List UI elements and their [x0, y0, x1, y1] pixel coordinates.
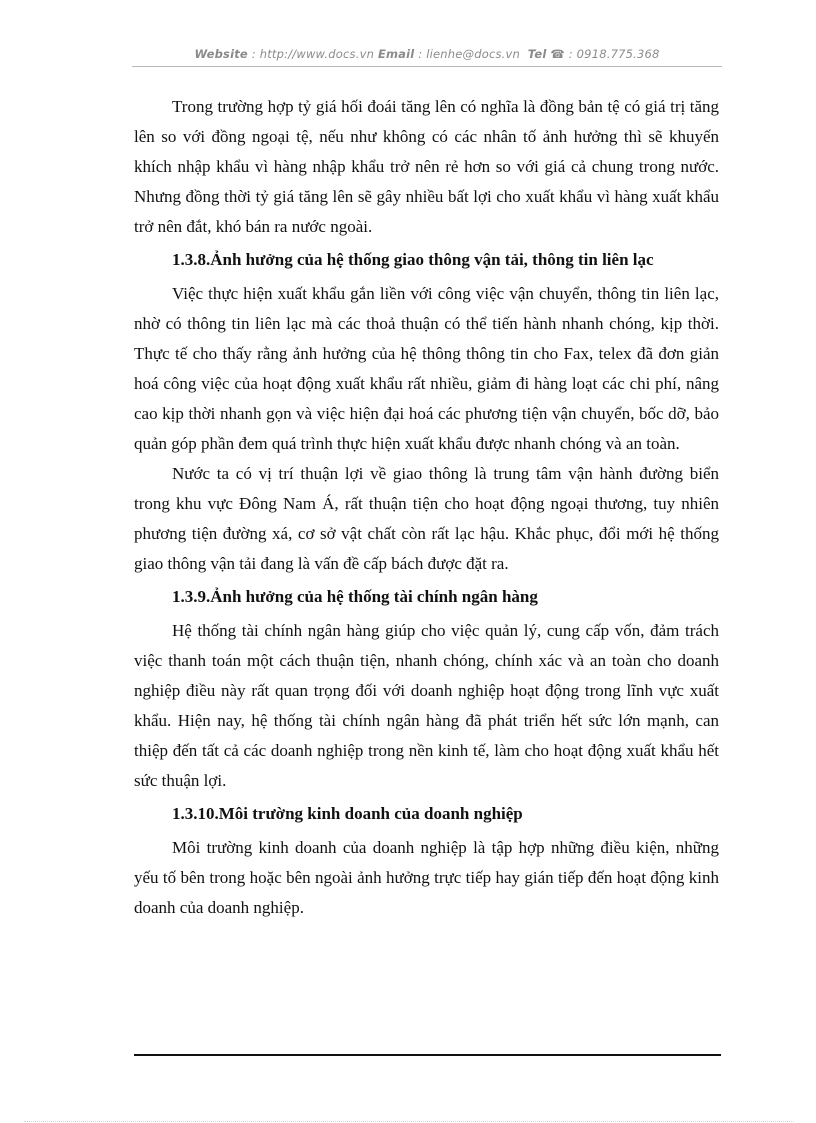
document-body — [134, 92, 719, 923]
footer-divider — [134, 1054, 721, 1056]
website-separator: : — [247, 47, 260, 61]
section-heading-1-3-8: 1.3.8.Ảnh hưởng của hệ thống giao thông vận tải, thông tin liên lạc — [172, 250, 654, 269]
section-heading-1-3-9: 1.3.9.Ảnh hưởng của hệ thống tài chính ngân hàng — [172, 587, 538, 606]
page-header — [132, 47, 722, 61]
email-address[interactable]: lienhe@docs.vn — [426, 47, 521, 61]
section-heading-1-3-10: 1.3.10.Môi trường kinh doanh của doanh nghiệp — [172, 804, 523, 823]
paragraph-exchange-rate: Trong trường hợp tỷ giá hối đoái tăng lên có nghĩa là đồng bản tệ có giá trị tăng lên so với đồng ngoại tệ, nếu như không có các nhân tố ảnh hưởng thì sẽ khuyến khích nhập khẩu vì hàng nhập khẩu trở nên rẻ hơn so với giá cả chung trong nước. Nhưng đồng thời tỷ giá tăng lên sẽ gây nhiều bất lợi cho xuất khẩu vì hàng xuất khẩu trở nên đắt, khó bán ra nước ngoài. — [134, 97, 719, 236]
paragraph-national-transport: Nước ta có vị trí thuận lợi về giao thông là trung tâm vận hành đường biển trong khu vực Đông Nam Á, rất thuận tiện cho hoạt động ngoại thương, tuy nhiên phương tiện đường xá, cơ sở vật chất còn rất lạc hậu. Khắc phục, đổi mới hệ thống giao thông vận tải đang là vấn đề cấp bách được đặt ra. — [134, 464, 719, 573]
page-bottom-edge — [24, 1121, 794, 1122]
phone-icon: ☎ — [550, 47, 565, 61]
header-divider — [132, 66, 722, 67]
tel-number: : 0918.775.368 — [564, 47, 660, 61]
website-label: Website — [194, 47, 248, 61]
paragraph-banking-system: Hệ thống tài chính ngân hàng giúp cho việc quản lý, cung cấp vốn, đảm trách việc thanh toán một cách thuận tiện, nhanh chóng, chính xác và an toàn cho doanh nghiệp điều này rất quan trọng đối với doanh nghiệp hoạt động trong lĩnh vực xuất khẩu. Hiện nay, hệ thống tài chính ngân hàng đã phát triển hết sức lớn mạnh, can thiệp đến tất cả các doanh nghiệp trong nền kinh tế, làm cho hoạt động xuất khẩu hết sức thuận lợi. — [134, 621, 719, 790]
tel-label: Tel — [527, 47, 547, 61]
paragraph-business-environment: Môi trường kinh doanh của doanh nghiệp là tập hợp những điều kiện, những yếu tố bên trong hoặc bên ngoài ảnh hưởng trực tiếp hay gián tiếp đến hoạt động kinh doanh của doanh nghiệp. — [134, 838, 719, 917]
website-url[interactable]: http://www.docs.vn — [259, 47, 375, 61]
email-separator: : — [414, 47, 427, 61]
paragraph-transport-communication: Việc thực hiện xuất khẩu gắn liền với công việc vận chuyển, thông tin liên lạc, nhờ có thông tin liên lạc mà các thoả thuận có thể tiến hành nhanh chóng, kịp thời. Thực tế cho thấy rằng ảnh hưởng của hệ thông thông tin cho Fax, telex đã đơn giản hoá công việc của hoạt động xuất khẩu rất nhiều, giảm đi hàng loạt các chi phí, nâng cao kịp thời nhanh gọn và việc hiện đại hoá các phương tiện vận chuyển, bốc dỡ, bảo quản góp phần đem quá trình thực hiện xuất khẩu được nhanh chóng và an toàn. — [134, 284, 719, 453]
email-label: Email — [377, 47, 415, 61]
